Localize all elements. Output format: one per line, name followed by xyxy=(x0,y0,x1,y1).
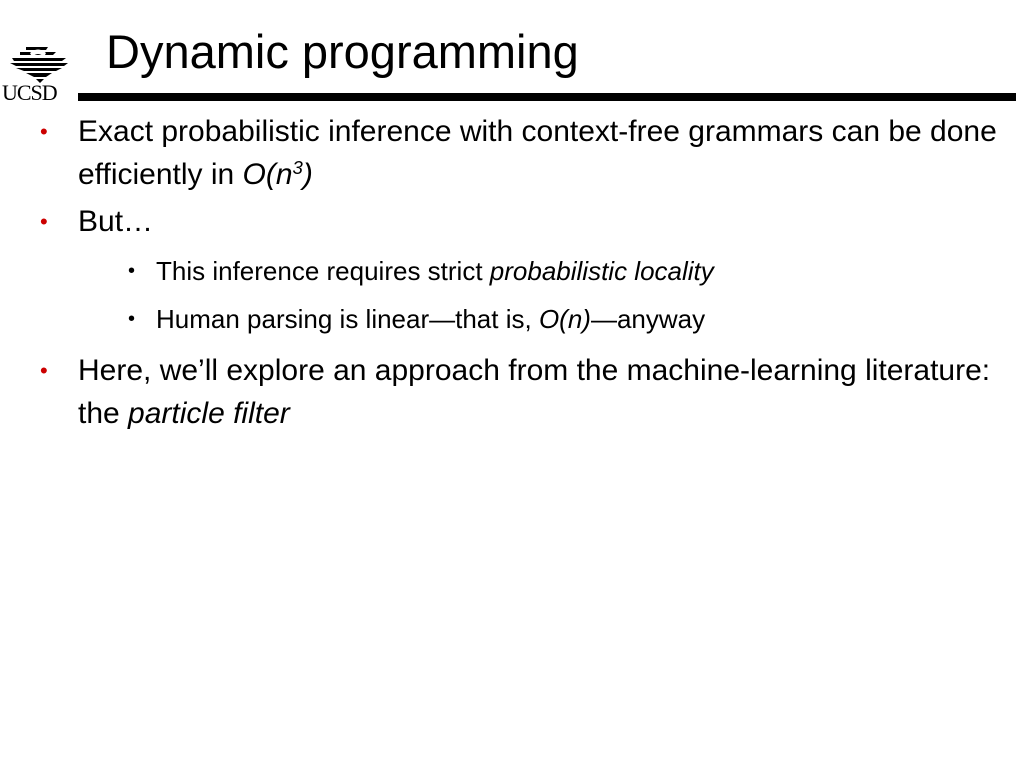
bullet-marker-icon: • xyxy=(40,358,48,383)
ucsd-logo xyxy=(2,44,78,106)
ucsd-triton-logo-icon xyxy=(8,44,70,84)
sub-bullet-emphasis: O(n) xyxy=(538,304,591,334)
bullet-item xyxy=(38,349,1013,435)
sub-bullet-item xyxy=(118,247,1013,295)
bullet-text: Exact probabilistic inference with context-free grammars can be done efficiently in xyxy=(78,115,997,191)
sub-bullet-text: This inference requires strict xyxy=(156,256,490,286)
bullet-text: But… xyxy=(78,205,154,238)
sub-bullet-after: —anyway xyxy=(590,304,706,334)
bullet-marker-icon: • xyxy=(40,209,48,234)
sub-bullet-list xyxy=(78,247,1013,343)
sub-bullet-emphasis: probabilistic locality xyxy=(489,256,714,286)
sub-bullet-marker-icon: • xyxy=(128,308,136,330)
sub-bullet-item xyxy=(118,295,1013,343)
title-rule xyxy=(78,93,1016,101)
bullet-emphasis: particle filter xyxy=(128,397,290,430)
sub-bullet-text: Human parsing is linear—that is, xyxy=(156,304,539,334)
bullet-marker-icon: • xyxy=(40,119,48,144)
bullet-item xyxy=(38,200,1013,343)
complexity-exponent: 3 xyxy=(292,156,303,178)
bullet-text: Here, we’ll explore an approach from the machine-learning literature: the xyxy=(78,354,991,430)
bullet-emphasis xyxy=(243,158,313,191)
complexity-base: O(n xyxy=(242,158,293,191)
slide-title: Dynamic programming xyxy=(106,25,579,78)
complexity-close: ) xyxy=(302,158,313,191)
sub-bullet-marker-icon: • xyxy=(128,260,136,282)
bullet-item xyxy=(38,110,1013,196)
slide-content xyxy=(38,110,1013,439)
bullet-list xyxy=(38,110,1013,435)
ucsd-logo-text: UCSD xyxy=(2,80,57,105)
